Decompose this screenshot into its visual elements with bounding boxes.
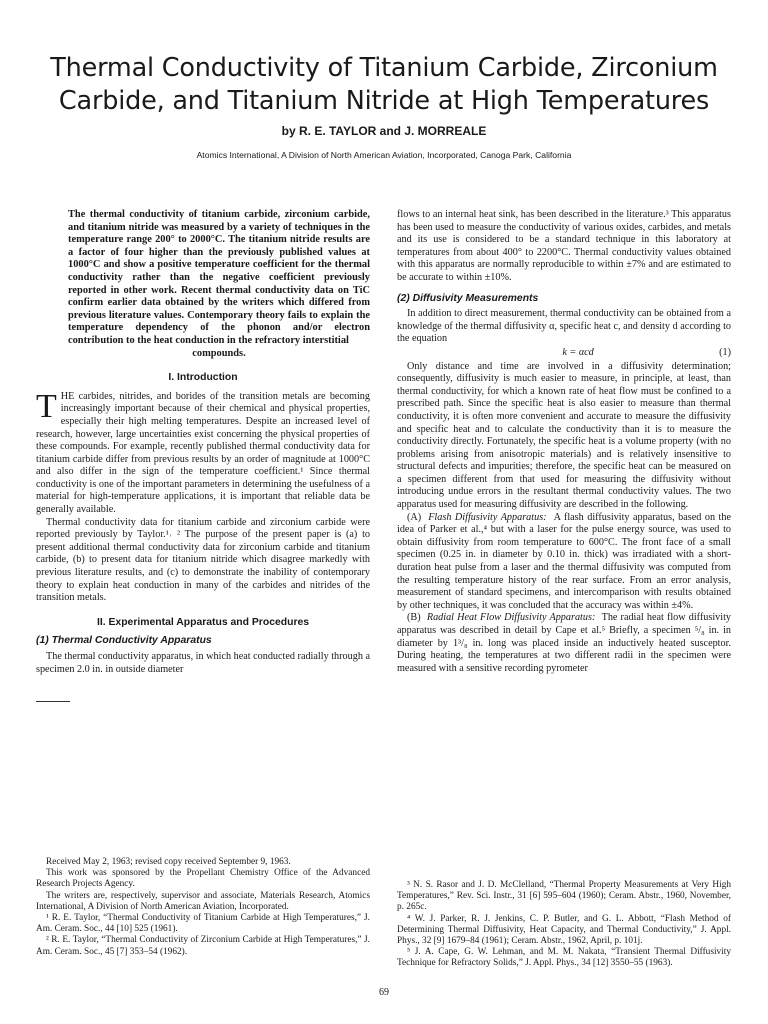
intro-paragraph-1	[36, 387, 370, 517]
apparatus-paragraph-1: The thermal conductivity apparatus, in which heat conducted radially through a specimen 2.0 in. in outside diameter	[36, 651, 370, 675]
footnote: Received May 2, 1963; revised copy received September 9, 1963.	[46, 857, 291, 867]
radial-label: (B)	[407, 612, 421, 624]
abstract-last-line: compounds.	[192, 347, 246, 359]
subsection-heading-diffusivity: (2) Diffusivity Measurements	[397, 292, 539, 304]
footnotes-right	[397, 880, 731, 970]
footnote: ² R. E. Taylor, “Thermal Conductivity of Zirconium Carbide at High Temperatures,” J. Am. Ceram. Soc., 45 [7] 353–54 (1962).	[36, 935, 370, 957]
radial-apparatus-paragraph	[397, 612, 731, 675]
footnote: The writers are, respectively, supervisor and associate, Materials Research, Atomics International, A Division of North American Aviation, Incorporated.	[36, 890, 370, 912]
left-column	[36, 209, 370, 702]
drop-cap: T	[36, 387, 57, 425]
flash-title: Flash Diffusivity Apparatus:	[428, 511, 547, 523]
right-column	[397, 209, 731, 675]
radial-title: Radial Heat Flow Diffusivity Apparatus:	[426, 612, 596, 624]
footnote: ⁴ W. J. Parker, R. J. Jenkins, C. P. Butler, and G. L. Abbott, “Flash Method of Determining Thermal Diffusivity, Heat Capacity, and Thermal Conductivity,” J. Appl. Phys., 32 [9] 1679–84 (1961); Ceram. Abstr., 1962, April, p. 101j.	[397, 913, 731, 947]
footnote: ¹ R. E. Taylor, “Thermal Conductivity of Titanium Carbide at High Temperatures,” J. Am. Ceram. Soc., 44 [10] 525 (1961).	[36, 913, 370, 935]
flash-text: A flash diffusivity apparatus, based on the idea of Parker et al.,⁴ but with a laser for the pulse energy source, was used to obtain diffusivity from room temperature to 600°C. The front face of a small specimen (0.25 in. in diameter by 0.10 in. thick) was irradiated with a short-duration heat pulse from a laser and the thermal diffusivity was computed from the resulting temperature history of the rear surface. From an error analysis, measurement of standard specimens, and intercomparison with results obtained by other techniques, it was concluded that the accuracy was within ±4%.	[397, 511, 732, 611]
equation-1	[397, 347, 731, 360]
subsection-heading-conductivity-apparatus: (1) Thermal Conductivity Apparatus	[36, 635, 212, 647]
flash-apparatus-paragraph	[397, 512, 731, 613]
footnote: ³ N. S. Rasor and J. D. McClelland, “Thermal Property Measurements at Very High Temperatures,” Rev. Sci. Instr., 31 [6] 595–604 (1960); Ceram. Abstr., 1960, November, p. 265c.	[397, 880, 731, 913]
footnote: ⁵ J. A. Cape, G. W. Lehman, and M. M. Nakata, “Transient Thermal Diffusivity Technique for Refractory Solids,” J. Appl. Phys., 34 [12] 3550–55 (1963).	[397, 947, 731, 969]
abstract-text: The thermal conductivity of titanium carbide, zirconium carbide, and titanium nitride was measured by a variety of techniques in the temperature range 200° to 2000°C. The titanium nitride results are a factor of four higher than the previously published values at 1000°C and show a positive temperature coefficient for the thermal conductivity rather than the negative coefficient previously reported in other work. Recent thermal conductivity data on TiC confirm earlier data obtained by the writers which differed from previous literature values. Contemporary theory fails to explain the temperature dependency of the phonon and/or electron contribution to the heat conduction in the refractory interstitial	[68, 209, 370, 346]
intro-paragraph-2: Thermal conductivity data for titanium carbide and zirconium carbide were reported previously by Taylor.¹˒ ² The purpose of the present paper is (a) to present additional thermal conductivity data for zirconium carbide and titanium carbide, (b) to present data for titanium nitride which disagree markedly with previous literature results, and (c) to demonstrate the inability of contemporary theory to explain heat conduction in many of the carbides and nitrides of the transition metals.	[36, 516, 370, 604]
radial-text: The radial heat flow diffusivity apparatus was described in detail by Cape et al.⁵ Briefly, a specimen ⁵/₈ in. in diameter by 1³/₈ in. long was placed inside an inductively heated susceptor. During heating, the temperatures at two different radii in the specimen were measured with a sensitive recording pyrometer	[397, 612, 732, 674]
section-heading-introduction: I. Introduction	[168, 372, 238, 384]
flash-label: (A)	[407, 511, 422, 523]
equation-formula: k = αcd	[562, 346, 594, 358]
intro-paragraph-1-text: HE carbides, nitrides, and borides of the transition metals are becoming increasingly important because of their chemical and physical properties, especially their high melting temperatures. Despite an increased level of research, however, large uncertainties exist concerning the physical properties of these compounds. For example, recently published thermal conductivity data for titanium carbide differ from previous results by an order of magnitude at 1000°C and also differ in the sign of the temperature coefficient.¹ Since thermal conductivity is one of the important parameters in determining the usefulness of a material for high-temperature applications, it is important that reliable data be generally available.	[36, 390, 370, 516]
abstract	[36, 209, 370, 360]
footnote-divider	[36, 701, 70, 702]
diffusivity-paragraph-2: Only distance and time are involved in a diffusivity determination; consequently, diffusivity is much easier to measure, in principle, at least, than thermal conductivity, for which a known rate of heat flow must be confined to a prescribed path. Since the specific heat is also easier to measure than thermal conductivity, it is often more convenient and accurate to measure the diffusivity and specific heat and to calculate the conductivity than it is to measure the conductivity directly. Fortunately, the specific heat is a volume property (with no problems arising from anisotropic materials) and is relatively insensitive to structural defects and impurities; therefore, the specific heat can be measured on a specimen different from that used for measuring the diffusivity without introducing undue errors in the resultant thermal conductivity values. The two apparatus used for measuring diffusivity are described in the following.	[397, 360, 731, 511]
apparatus-paragraph-continued: flows to an internal heat sink, has been described in the literature.³ This apparatus has been used to measure the conductivity of various oxides, carbides, and metals and its use is considered to be a standard technique in this laboratory at temperatures from about 400° to 2200°C. Thermal conductivity values obtained with this apparatus are normally reproducible to within ±7% and are estimated to be accurate to within ±10%.	[397, 209, 731, 283]
equation-number: (1)	[719, 346, 731, 358]
author-line: by R. E. TAYLOR and J. MORREALE	[281, 124, 487, 138]
section-heading-experimental: II. Experimental Apparatus and Procedures	[96, 616, 310, 628]
article-title: Thermal Conductivity of Titanium Carbide, Zirconium Carbide, and Titanium Nitride at High Temperatures	[50, 53, 718, 116]
footnote: This work was sponsored by the Propellant Chemistry Office of the Advanced Research Projects Agency.	[36, 868, 370, 890]
affiliation: Atomics International, A Division of North American Aviation, Incorporated, Canoga Park, California	[196, 150, 572, 160]
page-number: 69	[379, 987, 389, 998]
diffusivity-paragraph-1: In addition to direct measurement, thermal conductivity can be obtained from a knowledge of the thermal diffusivity α, specific heat c, and density d according to the equation	[397, 308, 731, 345]
footnotes-left	[36, 857, 370, 958]
